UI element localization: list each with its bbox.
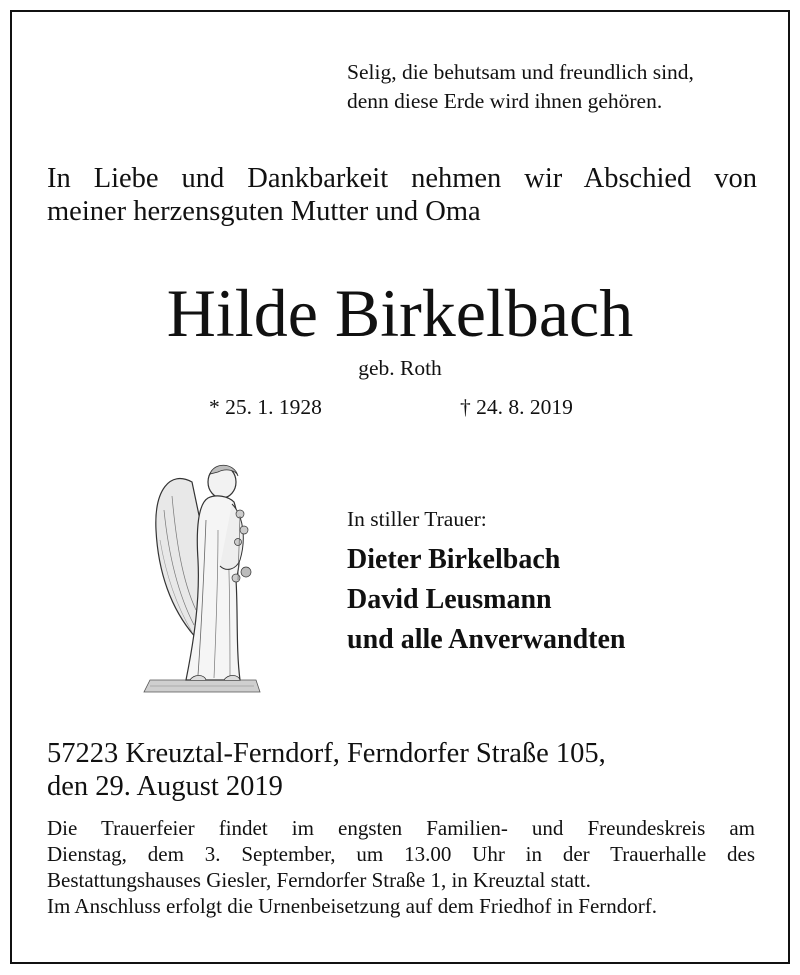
notice-line: Dienstag, dem 3. September, um 13.00 Uhr in der Trauerhalle des <box>47 842 755 866</box>
funeral-notice <box>47 815 755 919</box>
verse-line: denn diese Erde wird ihnen gehören. <box>347 89 663 113</box>
intro-line: meiner herzensguten Mutter und Oma <box>47 196 481 227</box>
deceased-name: Hilde Birkelbach <box>166 275 634 351</box>
address-date: den 29. August 2019 <box>47 771 283 802</box>
mourning-label: In stiller Trauer: <box>347 507 487 531</box>
maiden-name: geb. Roth <box>358 356 442 380</box>
address-line: 57223 Kreuztal-Ferndorf, Ferndorfer Straße 105, <box>47 738 606 769</box>
angel-statue-icon <box>140 460 265 698</box>
mourner-name: und alle Anverwandten <box>347 624 626 655</box>
death-date: † 24. 8. 2019 <box>460 395 573 419</box>
notice-line: Bestattungshauses Giesler, Ferndorfer Straße 1, in Kreuztal statt. <box>47 868 591 892</box>
notice-line: Die Trauerfeier findet im engsten Familien- und Freundeskreis am <box>47 816 755 840</box>
intro-line: In Liebe und Dankbarkeit nehmen wir Abschied von <box>47 163 757 194</box>
mourner-list <box>347 540 626 660</box>
mourner-name: David Leusmann <box>347 584 552 615</box>
address-block <box>47 737 606 803</box>
notice-line: Im Anschluss erfolgt die Urnenbeisetzung auf dem Friedhof in Ferndorf. <box>47 894 658 918</box>
mourner-name: Dieter Birkelbach <box>347 544 561 575</box>
verse <box>347 58 777 116</box>
intro-text <box>47 162 757 228</box>
birth-date: * 25. 1. 1928 <box>209 395 322 419</box>
verse-line: Selig, die behutsam und freundlich sind, <box>347 60 694 84</box>
